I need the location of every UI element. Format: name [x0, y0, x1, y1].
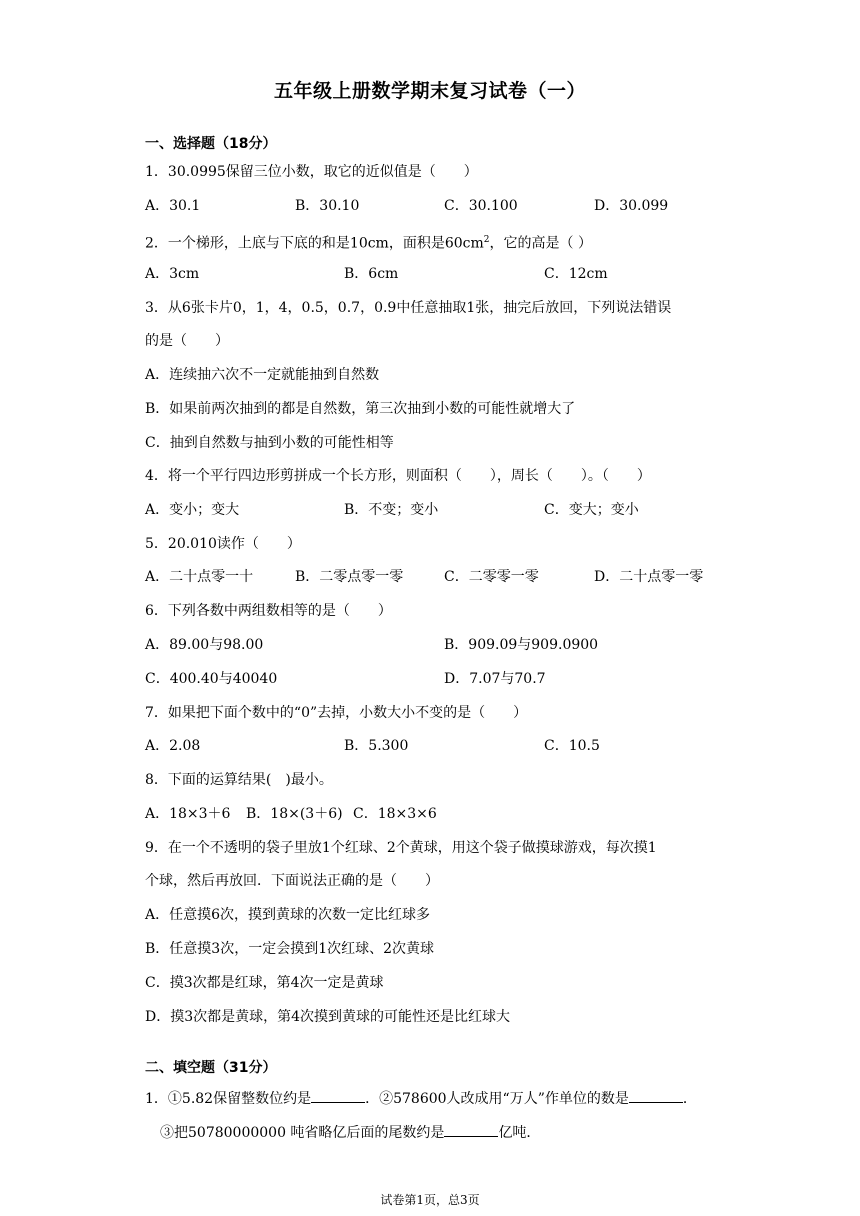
q5-option-b: B．二零点零一零: [295, 569, 404, 585]
q6-option-b: B．909.09与909.0900: [444, 637, 599, 653]
q3-option-a: A．连续抽六次不一定就能抽到自然数: [145, 367, 380, 383]
page-footer: 试卷第1页，总3页: [380, 1193, 480, 1207]
fq1-part4: ③把50780000000 吨省略亿后面的尾数约是: [160, 1125, 445, 1141]
q1-option-a: A．30.1: [145, 198, 201, 214]
q2-stem-pre: 2．一个梯形，上底与下底的和是10cm，面积是60cm: [145, 235, 484, 252]
q6-option-a: A．89.00与98.00: [145, 637, 264, 653]
q6-option-c: C．400.40与40040: [145, 671, 278, 687]
q5-option-c: C．二零零一零: [444, 569, 539, 585]
page-title: 五年级上册数学期末复习试卷（一）: [273, 80, 586, 102]
q7-option-c: C．10.5: [544, 738, 600, 754]
q6-option-d: D．7.07与70.7: [444, 671, 546, 687]
fq1-part1: 1．①5.82保留整数位约是: [145, 1091, 312, 1107]
question-9-stem-line1: 9．在一个不透明的袋子里放1个红球、2个黄球，用这个袋子做摸球游戏，每次摸1: [145, 840, 657, 856]
fill-blank-1[interactable]: [311, 1088, 365, 1103]
q4-option-a: A．变小；变大: [145, 502, 240, 518]
q4-option-c: C．变大；变小: [544, 502, 639, 518]
q3-option-c: C．抽到自然数与抽到小数的可能性相等: [145, 435, 394, 451]
fill-blank-2[interactable]: [629, 1088, 683, 1103]
q7-option-b: B．5.300: [344, 738, 409, 754]
q2-stem-sup: 2: [483, 235, 490, 245]
q8-option-c: C．18×3×6: [353, 806, 437, 822]
q2-option-b: B．6cm: [344, 266, 399, 282]
fill-blank-3[interactable]: [444, 1122, 498, 1137]
question-3-stem-line2: 的是（ ）: [145, 333, 229, 349]
q1-option-c: C．30.100: [444, 198, 518, 214]
fill-question-1-line1: [145, 1088, 697, 1108]
question-9-stem-line2: 个球，然后再放回．下面说法正确的是（ ）: [145, 873, 439, 889]
question-7-stem: 7．如果把下面个数中的“0”去掉，小数大小不变的是（ ）: [145, 705, 528, 721]
q2-stem-post: ，它的高是（ ）: [489, 235, 592, 252]
q2-option-a: A．3cm: [145, 266, 200, 282]
q9-option-b: B．任意摸3次，一定会摸到1次红球、2次黄球: [145, 941, 435, 957]
fill-question-1-line2: [160, 1122, 540, 1142]
section-heading-choice: 一、选择题（18分）: [145, 136, 277, 152]
q5-option-a: A．二十点零一十: [145, 569, 254, 585]
q1-option-b: B．30.10: [295, 198, 360, 214]
question-6-stem: 6．下列各数中两组数相等的是（ ）: [145, 603, 392, 619]
question-2-stem: [145, 231, 592, 253]
q2-option-c: C．12cm: [544, 266, 608, 282]
q9-option-c: C．摸3次都是红球，第4次一定是黄球: [145, 975, 384, 991]
q3-option-b: B．如果前两次抽到的都是自然数，第三次抽到小数的可能性就增大了: [145, 401, 576, 417]
question-3-stem-line1: 3．从6张卡片0，1，4，0.5，0.7，0.9中任意抽取1张，抽完后放回，下列说法错误: [145, 300, 672, 316]
q9-option-d: D．摸3次都是黄球，第4次摸到黄球的可能性还是比红球大: [145, 1009, 511, 1025]
question-4-stem: 4．将一个平行四边形剪拼成一个长方形，则面积（ ），周长（ ）。（ ）: [145, 468, 651, 484]
q4-option-b: B．不变；变小: [344, 502, 439, 518]
q1-option-d: D．30.099: [594, 198, 669, 214]
section-heading-fill: 二、填空题（31分）: [145, 1060, 277, 1076]
q9-option-a: A．任意摸6次，摸到黄球的次数一定比红球多: [145, 907, 431, 923]
question-5-stem: 5．20.010读作（ ）: [145, 536, 301, 552]
fq1-part2: ．②578600人改成用“万人”作单位的数是: [365, 1091, 629, 1107]
q8-option-a: A．18×3＋6: [145, 806, 231, 822]
question-1-stem: 1．30.0995保留三位小数，取它的近似值是（ ）: [145, 164, 478, 180]
q5-option-d: D．二十点零一零: [594, 569, 704, 585]
q8-option-b: B．18×(3＋6): [246, 806, 343, 822]
q7-option-a: A．2.08: [145, 738, 201, 754]
fq1-part5: 亿吨．: [498, 1125, 541, 1141]
fq1-part3: ．: [682, 1091, 697, 1107]
question-8-stem: 8．下面的运算结果( )最小。: [145, 772, 333, 788]
